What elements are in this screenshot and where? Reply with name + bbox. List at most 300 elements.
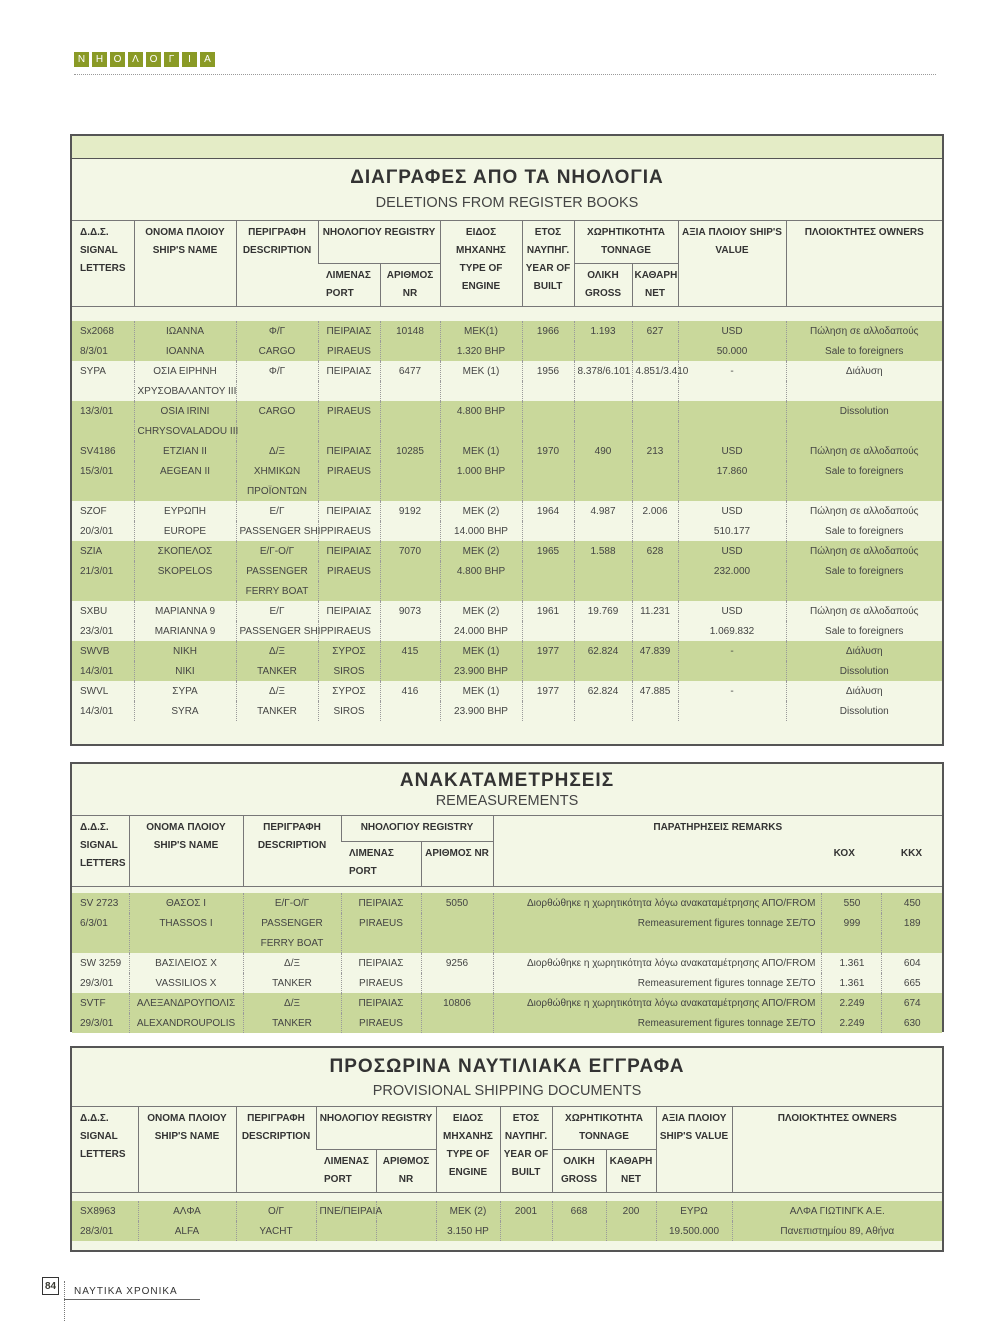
table-cell bbox=[134, 481, 236, 501]
col-kkx: ΚΚΧ bbox=[900, 848, 922, 859]
table-cell: 21/3/01 bbox=[72, 561, 134, 581]
table-cell bbox=[574, 521, 632, 541]
table-cell: PIRAEUS bbox=[318, 401, 380, 421]
table-cell: USD bbox=[678, 501, 786, 521]
table-cell: ALFA bbox=[138, 1221, 236, 1241]
col-port: ΛΙΜΕΝΑΣ PORT bbox=[318, 264, 380, 307]
table-row bbox=[72, 993, 942, 1013]
table-cell: ΟΣΙΑ ΕΙΡΗΝΗ bbox=[134, 361, 236, 381]
table-cell: 4.987 bbox=[574, 501, 632, 521]
col-value: ΑΞΙΑ ΠΛΟΙΟΥ SHIP'S VALUE bbox=[678, 221, 786, 307]
table-cell: 630 bbox=[882, 1013, 942, 1033]
table-cell: Dissolution bbox=[786, 701, 942, 721]
table-row bbox=[72, 893, 942, 913]
table-row bbox=[72, 321, 942, 341]
table-cell: SYRA bbox=[134, 701, 236, 721]
table-cell: ΣΥΡΑ bbox=[134, 681, 236, 701]
table-cell: Διορθώθηκε η χωρητικότητα λόγω ανακαταμέτρησης ΑΠΟ/FROM bbox=[493, 953, 822, 973]
table-cell: ΣΚΟΠΕΛΟΣ bbox=[134, 541, 236, 561]
table-row bbox=[72, 481, 942, 501]
table-cell bbox=[574, 561, 632, 581]
table-cell: Δ/Ξ bbox=[236, 681, 318, 701]
table-cell: 200 bbox=[606, 1201, 656, 1221]
table-cell: Διάλυση bbox=[786, 681, 942, 701]
table-row bbox=[72, 561, 942, 581]
table-cell: ΕΤΖΙΑΝ ΙΙ bbox=[134, 441, 236, 461]
table-cell: Πανεπιστημίου 89, Αθήνα bbox=[732, 1221, 942, 1241]
table-row bbox=[72, 341, 942, 361]
tag-letter: Ι bbox=[182, 52, 197, 67]
table-cell: SVTF bbox=[72, 993, 129, 1013]
table-cell bbox=[380, 461, 440, 481]
table-cell: SZIA bbox=[72, 541, 134, 561]
table-row bbox=[72, 1201, 942, 1221]
table-cell bbox=[236, 381, 318, 401]
table-cell: 23.900 BHP bbox=[440, 661, 522, 681]
table-cell: ΜΕΚ (2) bbox=[440, 601, 522, 621]
table-cell: ΕΥΡΩΠΗ bbox=[134, 501, 236, 521]
table-cell bbox=[341, 933, 421, 953]
table-cell bbox=[786, 381, 942, 401]
table-cell: ΠΕΙΡΑΙΑΣ bbox=[318, 441, 380, 461]
table-cell: PIRAEUS bbox=[318, 341, 380, 361]
table-cell bbox=[522, 481, 574, 501]
table-cell bbox=[632, 341, 678, 361]
table-cell: 1970 bbox=[522, 441, 574, 461]
table-cell bbox=[678, 581, 786, 601]
table-cell bbox=[822, 933, 882, 953]
table-cell: 23.900 BHP bbox=[440, 701, 522, 721]
col-nr: ΑΡΙΘΜΟΣ NR bbox=[376, 1150, 436, 1193]
table-cell bbox=[522, 621, 574, 641]
col-engine: ΕΙΔΟΣ ΜΗΧΑΝΗΣ TYPE OF ENGINE bbox=[440, 221, 522, 307]
table-cell bbox=[318, 481, 380, 501]
table-cell: FERRY BOAT bbox=[236, 581, 318, 601]
col-net: ΚΑΘΑΡΗ NET bbox=[632, 264, 678, 307]
table-cell: 62.824 bbox=[574, 641, 632, 661]
table-row bbox=[72, 681, 942, 701]
table-cell bbox=[574, 621, 632, 641]
footer-divider bbox=[64, 1281, 65, 1321]
table-row bbox=[72, 973, 942, 993]
table-cell: SWVL bbox=[80, 685, 109, 697]
table-cell bbox=[574, 661, 632, 681]
table-cell: PIRAEUS bbox=[318, 621, 380, 641]
col-name: ΟΝΟΜΑ ΠΛΟΙΟΥ SHIP'S NAME bbox=[134, 221, 236, 307]
col-nr: ΑΡΙΘΜΟΣ NR bbox=[380, 264, 440, 307]
table-cell: ΧΡΥΣΟΒΑΛΑΝΤΟΥ ΙΙΙ bbox=[134, 381, 236, 401]
table-cell bbox=[632, 381, 678, 401]
table-cell: 7070 bbox=[380, 541, 440, 561]
table-cell: - bbox=[678, 361, 786, 381]
table-cell bbox=[632, 421, 678, 441]
table-cell bbox=[134, 581, 236, 601]
table-row bbox=[72, 1013, 942, 1033]
table-cell: 189 bbox=[882, 913, 942, 933]
table-cell: Πώληση σε αλλοδαπούς bbox=[786, 601, 942, 621]
table-cell: PASSENGER SHIP bbox=[236, 621, 318, 641]
tag-letter: Α bbox=[200, 52, 215, 67]
table-cell: Ε/Γ-Ο/Γ bbox=[243, 893, 341, 913]
table-cell: PIRAEUS bbox=[318, 461, 380, 481]
table-cell bbox=[421, 973, 493, 993]
col-remarks bbox=[493, 816, 942, 887]
table-cell: ΑΛΦΑ ΓΙΩΤΙΝΓΚ Α.Ε. bbox=[732, 1201, 942, 1221]
table-cell: ΝΙΚΗ bbox=[134, 641, 236, 661]
table-cell: ΠΕΙΡΑΙΑΣ bbox=[341, 893, 421, 913]
table-cell: OSIA IRINI bbox=[134, 401, 236, 421]
table-cell bbox=[522, 521, 574, 541]
table-cell bbox=[678, 661, 786, 681]
table-cell: Δ/Ξ bbox=[243, 993, 341, 1013]
deletions-rows bbox=[72, 307, 942, 722]
col-kox: ΚΟΧ bbox=[833, 848, 855, 859]
table-cell bbox=[574, 461, 632, 481]
table-row bbox=[72, 501, 942, 521]
table-cell: 627 bbox=[632, 321, 678, 341]
table-cell: Δ/Ξ bbox=[236, 441, 318, 461]
table-cell: SKOPELOS bbox=[134, 561, 236, 581]
table-cell bbox=[522, 461, 574, 481]
table-cell bbox=[882, 933, 942, 953]
table-cell: PIRAEUS bbox=[318, 521, 380, 541]
table-cell: Διορθώθηκε η χωρητικότητα λόγω ανακαταμέτρησης ΑΠΟ/FROM bbox=[493, 993, 822, 1013]
table-cell: 11.231 bbox=[632, 601, 678, 621]
col-nr: ΑΡΙΘΜΟΣ NR bbox=[421, 842, 493, 887]
table-cell: Remeasurement figures tonnage ΣΕ/TO bbox=[493, 1013, 822, 1033]
table-cell: Δ/Ξ bbox=[236, 641, 318, 661]
table-cell bbox=[522, 561, 574, 581]
deletions-subtitle: DELETIONS FROM REGISTER BOOKS bbox=[375, 195, 639, 211]
table-cell: 1977 bbox=[522, 641, 574, 661]
table-cell: CHRYSOVALADOU III bbox=[134, 421, 236, 441]
table-cell bbox=[380, 421, 440, 441]
table-cell: 15/3/01 bbox=[72, 461, 134, 481]
tag-letter: Λ bbox=[128, 52, 143, 67]
col-gross: ΟΛΙΚΗ GROSS bbox=[574, 264, 632, 307]
table-cell bbox=[678, 481, 786, 501]
table-cell: ΜΕΚ (2) bbox=[440, 501, 522, 521]
table-cell: 5050 bbox=[421, 893, 493, 913]
table-cell: 1.193 bbox=[574, 321, 632, 341]
table-cell: 20/3/01 bbox=[80, 525, 114, 537]
table-cell: 1.320 BHP bbox=[440, 341, 522, 361]
provisional-panel bbox=[70, 1046, 944, 1252]
table-cell bbox=[440, 381, 522, 401]
table-cell: SYPA bbox=[80, 365, 106, 377]
table-cell: 47.839 bbox=[632, 641, 678, 661]
table-cell: 14/3/01 bbox=[72, 661, 134, 681]
footer-rule bbox=[64, 1299, 200, 1300]
table-row bbox=[72, 541, 942, 561]
table-cell: 3.150 HP bbox=[436, 1221, 500, 1241]
table-cell: 6/3/01 bbox=[72, 913, 129, 933]
table-cell bbox=[574, 381, 632, 401]
table-cell bbox=[72, 421, 134, 441]
table-cell bbox=[522, 661, 574, 681]
table-cell bbox=[440, 581, 522, 601]
table-cell: 1.069.832 bbox=[678, 621, 786, 641]
page-number: 84 bbox=[42, 1277, 59, 1295]
table-cell: VASSILIOS X bbox=[129, 973, 243, 993]
table-cell: FERRY BOAT bbox=[243, 933, 341, 953]
col-desc: ΠΕΡΙΓΡΑΦΗ DESCRIPTION bbox=[236, 1107, 316, 1193]
table-cell: 999 bbox=[822, 913, 882, 933]
table-cell: 14.000 BHP bbox=[440, 521, 522, 541]
col-port: ΛΙΜΕΝΑΣ PORT bbox=[316, 1150, 376, 1193]
table-cell: 9192 bbox=[380, 501, 440, 521]
table-cell: 2001 bbox=[500, 1201, 552, 1221]
table-cell: PASSENGER bbox=[236, 561, 318, 581]
tag-letter: Γ bbox=[164, 52, 179, 67]
table-cell: 1.361 bbox=[822, 953, 882, 973]
table-cell bbox=[632, 401, 678, 421]
col-tonnage: ΧΩΡΗΤΙΚΟΤΗΤΑ TONNAGE bbox=[552, 1107, 656, 1150]
col-engine: ΕΙΔΟΣ ΜΗΧΑΝΗΣ TYPE OF ENGINE bbox=[436, 1107, 500, 1193]
table-cell bbox=[421, 913, 493, 933]
table-cell: Διάλυση bbox=[786, 641, 942, 661]
col-gross: ΟΛΙΚΗ GROSS bbox=[552, 1150, 606, 1193]
table-cell bbox=[380, 381, 440, 401]
table-cell: 1.361 bbox=[822, 973, 882, 993]
table-cell: 29/3/01 bbox=[72, 1013, 129, 1033]
table-cell: 628 bbox=[632, 541, 678, 561]
table-cell: 1.588 bbox=[574, 541, 632, 561]
table-cell bbox=[522, 341, 574, 361]
table-row bbox=[72, 361, 942, 381]
table-cell: Πώληση σε αλλοδαπούς bbox=[786, 321, 942, 341]
table-cell bbox=[380, 481, 440, 501]
table-cell bbox=[380, 661, 440, 681]
table-cell: 1977 bbox=[522, 681, 574, 701]
table-cell: 604 bbox=[882, 953, 942, 973]
table-cell: THASSOS I bbox=[129, 913, 243, 933]
table-cell bbox=[318, 421, 380, 441]
table-row bbox=[72, 1221, 942, 1241]
table-cell: ΜΕΚ (1) bbox=[440, 681, 522, 701]
table-cell: 4.800 BHP bbox=[440, 401, 522, 421]
table-cell: Φ/Γ bbox=[236, 361, 318, 381]
table-cell: Sale to foreigners bbox=[786, 341, 942, 361]
table-cell: Δ/Ξ bbox=[243, 953, 341, 973]
table-cell: SIROS bbox=[318, 661, 380, 681]
table-cell: 8/3/01 bbox=[72, 341, 134, 361]
col-owners: ΠΛΟΙΟΚΤΗΤΕΣ OWNERS bbox=[786, 221, 942, 307]
table-cell bbox=[380, 561, 440, 581]
table-cell: Sale to foreigners bbox=[786, 561, 942, 581]
table-cell: 28/3/01 bbox=[72, 1221, 138, 1241]
table-cell bbox=[500, 1221, 552, 1241]
tag-letter: Ο bbox=[110, 52, 125, 67]
table-cell: ΠΕΙΡΑΙΑΣ bbox=[318, 541, 380, 561]
table-cell: 24.000 BHP bbox=[440, 621, 522, 641]
table-cell: 6477 bbox=[380, 361, 440, 381]
table-cell bbox=[440, 421, 522, 441]
table-cell: SV 2723 bbox=[72, 893, 129, 913]
table-cell bbox=[574, 701, 632, 721]
col-year: ΕΤΟΣ ΝΑΥΠΗΓ. YEAR OF BUILT bbox=[522, 221, 574, 307]
table-cell bbox=[632, 581, 678, 601]
table-row bbox=[72, 581, 942, 601]
table-cell bbox=[129, 933, 243, 953]
table-cell: Ε/Γ bbox=[236, 501, 318, 521]
table-cell: SV4186 bbox=[72, 441, 134, 461]
col-signal: Δ.Δ.Σ. SIGNAL LETTERS bbox=[72, 221, 134, 307]
table-cell: 416 bbox=[380, 681, 440, 701]
table-cell bbox=[380, 341, 440, 361]
table-cell: TANKER bbox=[243, 1013, 341, 1033]
table-cell: SX8963 bbox=[72, 1201, 138, 1221]
table-row bbox=[72, 621, 942, 641]
table-cell: CARGO bbox=[236, 341, 318, 361]
table-cell: Sale to foreigners bbox=[786, 621, 942, 641]
table-cell: USD bbox=[678, 541, 786, 561]
table-cell: 668 bbox=[552, 1201, 606, 1221]
table-cell bbox=[786, 481, 942, 501]
col-value: ΑΞΙΑ ΠΛΟΙΟΥ SHIP'S VALUE bbox=[656, 1107, 732, 1193]
table-cell: 4.851/3.410 bbox=[632, 361, 678, 381]
table-cell: ΧΗΜΙΚΩΝ bbox=[236, 461, 318, 481]
table-cell bbox=[522, 381, 574, 401]
table-row bbox=[72, 933, 942, 953]
table-cell bbox=[72, 933, 129, 953]
table-cell bbox=[493, 933, 822, 953]
remeasurements-subtitle: REMEASUREMENTS bbox=[435, 793, 579, 809]
table-cell bbox=[574, 421, 632, 441]
table-cell: Dissolution bbox=[786, 661, 942, 681]
table-cell: 450 bbox=[882, 893, 942, 913]
table-cell: 62.824 bbox=[574, 681, 632, 701]
table-cell: YACHT bbox=[236, 1221, 316, 1241]
table-row bbox=[72, 401, 942, 421]
table-cell: 19.500.000 bbox=[656, 1221, 732, 1241]
table-cell: 232.000 bbox=[678, 561, 786, 581]
table-row bbox=[72, 461, 942, 481]
table-cell: 2.249 bbox=[822, 1013, 882, 1033]
panel-top-strip bbox=[72, 136, 942, 159]
table-cell: - bbox=[678, 641, 786, 661]
table-cell: AEGEAN II bbox=[134, 461, 236, 481]
table-cell bbox=[574, 581, 632, 601]
table-row bbox=[72, 441, 942, 461]
table-cell: 1964 bbox=[522, 501, 574, 521]
table-cell: 1956 bbox=[522, 361, 574, 381]
table-cell: Sale to foreigners bbox=[786, 521, 942, 541]
table-cell bbox=[316, 1221, 376, 1241]
table-cell bbox=[678, 421, 786, 441]
table-cell: Sx2068 bbox=[72, 321, 134, 341]
table-cell: Πώληση σε αλλοδαπούς bbox=[786, 541, 942, 561]
table-row bbox=[72, 421, 942, 441]
col-net: ΚΑΘΑΡΗ NET bbox=[606, 1150, 656, 1193]
table-cell: 17.860 bbox=[678, 461, 786, 481]
table-cell: IOANNA bbox=[134, 341, 236, 361]
table-cell bbox=[72, 581, 134, 601]
table-cell: TANKER bbox=[236, 661, 318, 681]
table-cell: 9256 bbox=[421, 953, 493, 973]
table-cell: 10148 bbox=[380, 321, 440, 341]
table-cell: ΠΕΙΡΑΙΑΣ bbox=[341, 953, 421, 973]
table-cell: Remeasurement figures tonnage ΣΕ/TO bbox=[493, 913, 822, 933]
table-cell: EUROPE bbox=[134, 521, 236, 541]
table-cell bbox=[678, 381, 786, 401]
table-cell bbox=[380, 581, 440, 601]
table-cell: 1.000 BHP bbox=[440, 461, 522, 481]
table-cell: ΑΛΕΞΑΝΔΡΟΥΠΟΛΙΣ bbox=[129, 993, 243, 1013]
table-cell: SIROS bbox=[318, 701, 380, 721]
table-cell bbox=[318, 381, 380, 401]
table-cell: 50.000 bbox=[678, 341, 786, 361]
table-cell: 13/3/01 bbox=[72, 401, 134, 421]
col-name: ΟΝΟΜΑ ΠΛΟΙΟΥ SHIP'S NAME bbox=[129, 816, 243, 887]
remarks-subheads bbox=[496, 845, 941, 863]
table-cell: SXBU bbox=[80, 605, 108, 617]
table-cell: ΠΡΟΪΟΝΤΩΝ bbox=[236, 481, 318, 501]
table-cell: SZOF bbox=[80, 505, 107, 517]
remeasurements-rows bbox=[72, 887, 942, 1034]
table-cell: ΜΕΚ (1) bbox=[440, 641, 522, 661]
table-cell: 415 bbox=[380, 641, 440, 661]
table-cell: 490 bbox=[574, 441, 632, 461]
table-cell: ΒΑΣΙΛΕΙΟΣ Χ bbox=[129, 953, 243, 973]
table-cell: MARIANNA 9 bbox=[134, 621, 236, 641]
table-cell bbox=[522, 581, 574, 601]
col-registry: ΝΗΟΛΟΓΙΟΥ REGISTRY bbox=[341, 816, 493, 842]
tag-letter: Η bbox=[92, 52, 107, 67]
table-cell: ΜΕΚ (1) bbox=[440, 361, 522, 381]
table-cell bbox=[376, 1201, 436, 1221]
table-cell: 213 bbox=[632, 441, 678, 461]
table-cell: Dissolution bbox=[786, 401, 942, 421]
table-cell: 23/3/01 bbox=[80, 625, 114, 637]
table-cell: ΠΕΙΡΑΙΑΣ bbox=[341, 993, 421, 1013]
col-desc: ΠΕΡΙΓΡΑΦΗ DESCRIPTION bbox=[236, 221, 318, 307]
table-cell: PIRAEUS bbox=[341, 973, 421, 993]
table-cell bbox=[318, 581, 380, 601]
table-cell bbox=[678, 401, 786, 421]
table-cell: ΙΩΑΝΝΑ bbox=[134, 321, 236, 341]
table-cell bbox=[574, 341, 632, 361]
table-cell bbox=[786, 581, 942, 601]
col-port: ΛΙΜΕΝΑΣ PORT bbox=[341, 842, 421, 887]
table-cell: - bbox=[678, 681, 786, 701]
table-cell: 674 bbox=[882, 993, 942, 1013]
table-cell bbox=[786, 421, 942, 441]
table-cell: 14/3/01 bbox=[80, 705, 114, 717]
col-desc: ΠΕΡΙΓΡΑΦΗ DESCRIPTION bbox=[243, 816, 341, 887]
table-cell bbox=[380, 401, 440, 421]
table-cell: SW 3259 bbox=[80, 957, 122, 969]
table-row bbox=[72, 381, 942, 401]
table-cell: 1965 bbox=[522, 541, 574, 561]
table-cell: 19.769 bbox=[574, 601, 632, 621]
table-cell bbox=[522, 701, 574, 721]
table-cell: USD bbox=[678, 601, 786, 621]
table-cell: 10285 bbox=[380, 441, 440, 461]
provisional-rows bbox=[72, 1193, 942, 1242]
table-cell bbox=[632, 621, 678, 641]
table-cell bbox=[72, 381, 134, 401]
table-cell bbox=[522, 421, 574, 441]
table-cell bbox=[574, 401, 632, 421]
table-cell bbox=[632, 481, 678, 501]
table-cell: 29/3/01 bbox=[80, 977, 114, 989]
provisional-table bbox=[72, 1106, 942, 1241]
table-row bbox=[72, 701, 942, 721]
table-cell bbox=[522, 401, 574, 421]
remeasurements-title: ΑΝΑΚΑΤΑΜΕΤΡΗΣΕΙΣ bbox=[399, 770, 615, 791]
remeasurements-table bbox=[72, 815, 942, 1033]
